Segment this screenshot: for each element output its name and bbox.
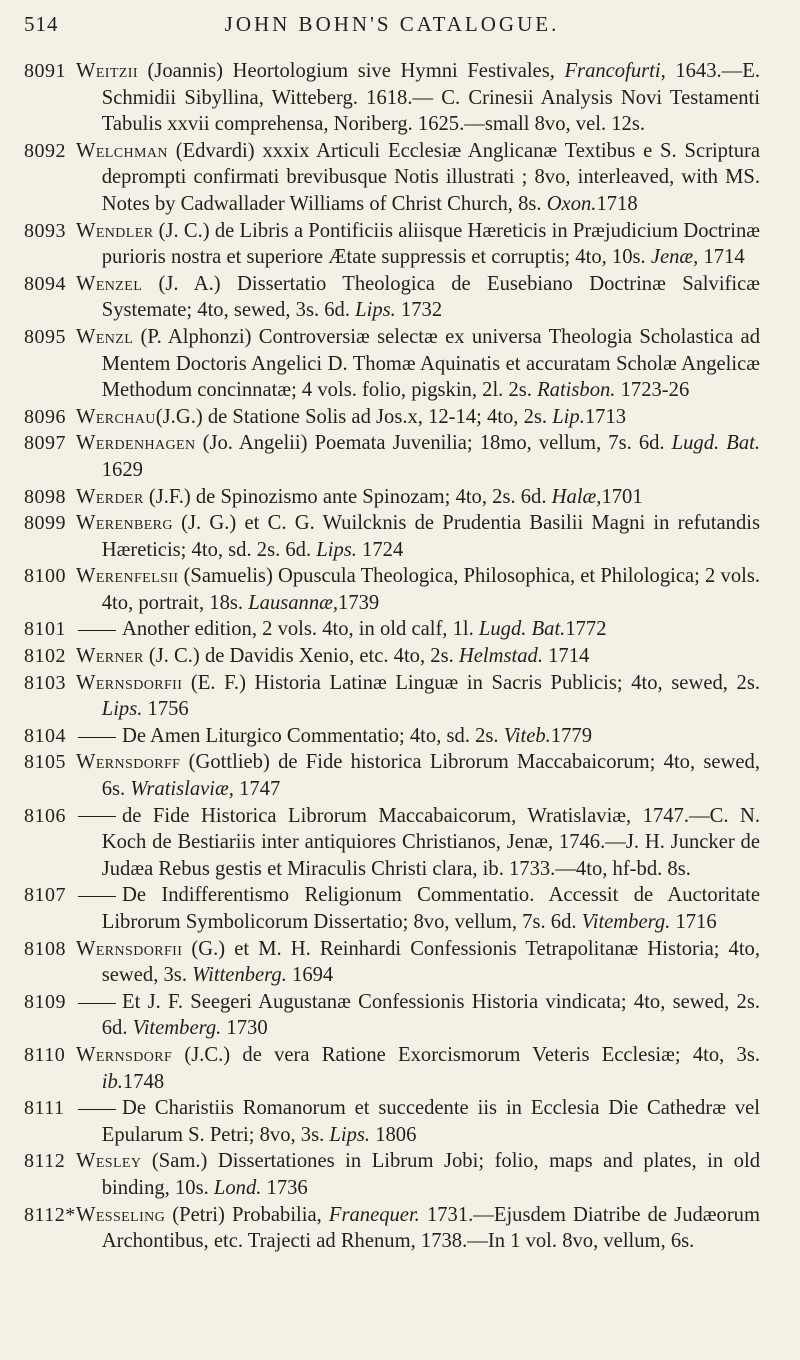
entry-author: Werder [76,485,144,508]
entry-imprint: Lips. [316,538,357,561]
entry-tail: 1730 [221,1017,268,1040]
entry-imprint: Oxon. [546,192,597,215]
entry-number: 8095 [24,325,66,348]
entry-text: (Gottlieb) de Fide historica Librorum Maccabaicorum; 4to, sewed, 6s. [101,751,760,801]
entry-description [76,404,760,431]
entry-text: Another edition, 2 vols. 4to, in old calf, 1l. [122,618,479,641]
entry-imprint: Franequer. [328,1203,420,1226]
entry-text: Et J. F. Seegeri Augustanæ Confessionis Historia vindicata; 4to, sewed, 2s. 6d. [101,990,760,1040]
entry-imprint: Lugd. Bat. [671,432,760,455]
entry-imprint: Viteb. [503,724,551,747]
entry-description [76,989,760,1042]
entry-imprint: Jenæ, [650,246,699,269]
entry-text: de Fide Historica Librorum Maccabaicorum, Wratislaviæ, 1747.—C. N. Koch de Bestiariis inter antiquiores Christianos, Jenæ, 1746.—J. H. Juncker de Judæa Rebus gestis et Miraculis Christi clara, ib. 1733.—4to, hf-bd. 8s. [101,804,760,880]
entry-tail: 1716 [670,911,717,933]
entry-tail: 1732 [395,299,443,322]
catalogue-entry [24,1148,760,1201]
entry-text: (J. C.) de Davidis Xenio, etc. 4to, 2s. [143,645,459,668]
catalogue-entry [24,1202,760,1255]
entry-number: 8102 [24,645,66,668]
catalogue-entry [24,404,760,431]
entry-description [76,1148,760,1201]
catalogue-entry [24,882,760,935]
catalogue-entry [24,803,760,883]
entry-tail: 1756 [142,698,189,721]
entry-imprint: Wittenberg. [192,964,287,987]
entry-imprint: Lips. [329,1123,371,1146]
entry-number: 8106 [24,804,66,827]
entry-tail: 1779 [550,724,592,747]
entry-description [76,670,760,723]
entry-number: 8091 [24,60,66,82]
entry-description [76,510,760,563]
entry-text: (Joannis) Heortologium sive Hymni Festivales, [137,60,565,82]
entry-tail: 1747 [233,778,281,801]
entry-description [76,643,760,670]
entry-tail: 1714 [698,246,745,269]
entry-number: 8112* [24,1203,76,1226]
entry-tail: 1629 [101,458,143,481]
entry-text: (P. Alphonzi) Controversiæ selectæ ex universa Theologia Scholastica ad Mentem Doctoris Angelici D. Thomæ Aquinatis et accuratam Scholæ Angelicæ Methodum concinnatæ; 4 vols. folio, pigskin, 2l. 2s. [101,325,760,402]
entry-imprint: Vitemberg. [581,911,671,933]
entry-text: (Sam.) Dissertationes in Librum Jobi; folio, maps and plates, in old binding, 10s. [101,1150,760,1199]
entry-description [76,218,760,271]
entry-tail: 1713 [584,405,627,428]
entry-text: De Amen Liturgico Commentatio; 4to, sd. 2s. [122,724,504,747]
entry-number: 8104 [24,724,66,747]
entry-text: De Indifferentismo Religionum Commentatio. Accessit de Auctoritate Librorum Symbolicorum Dissertatio; 8vo, vellum, 7s. 6d. [101,884,760,933]
entry-tail: 1806 [370,1123,417,1146]
entry-imprint: Lips. [355,299,396,322]
entry-number: 8101 [24,618,66,641]
catalogue-entry [24,271,760,324]
entry-text: De Charistiis Romanorum et succedente iis in Ecclesia Die Cathedræ vel Epularum S. Petri; 8vo, 3s. [101,1097,760,1146]
catalogue-entry [24,749,760,802]
entry-number: 8097 [24,432,66,455]
entry-description [76,1202,760,1255]
entry-author: Wesley [76,1150,142,1173]
entry-tail: 1723-26 [615,379,690,402]
entry-imprint: Helmstad. [458,645,543,668]
ditto-dash [78,816,116,817]
catalogue-entries [24,58,760,1255]
catalogue-entry [24,1042,760,1095]
catalogue-entry [24,563,760,616]
entry-tail: 1736 [261,1176,308,1199]
catalogue-entry [24,936,760,989]
entry-author: Wenzl [76,325,134,348]
entry-tail: 1748 [122,1070,165,1093]
running-head: JOHN BOHN'S CATALOGUE. [224,12,560,36]
ditto-dash [78,896,116,897]
entry-number: 8112 [24,1150,66,1173]
entry-author: Werenfelsii [76,565,179,588]
entry-text: (J.C.) de vera Ratione Exorcismorum Veteris Ecclesiæ; 4to, 3s. [172,1043,760,1066]
entry-description [76,749,760,802]
entry-text: (J. C.) de Libris a Pontificiis aliisque Hæreticis in Præjudicium Doctrinæ purioris nostra et superiore Ætate suppressis et corruptis; 4to, 10s. [101,219,760,269]
ditto-dash [78,630,116,631]
entry-author: Werenberg [76,512,173,535]
entry-description [76,563,760,616]
entry-number: 8110 [24,1043,66,1066]
entry-author: Weitzii [76,60,138,82]
entry-author: Werner [76,645,144,668]
ditto-dash [78,1003,116,1004]
entry-author: Wenzel [76,272,143,295]
entry-text: (G.) et M. H. Reinhardi Confessionis Tetrapolitanæ Historia; 4to, sewed, 3s. [101,937,760,987]
entry-number: 8099 [24,512,66,535]
entry-text: (J. G.) et C. G. Wuilcknis de Prudentia Basilii Magni in refutandis Hæreticis; 4to, sd. 2s. 6d. [101,512,760,561]
entry-number: 8096 [24,405,66,428]
entry-tail: 1701 [601,485,643,508]
entry-author: Wendler [76,219,154,242]
entry-description [76,430,760,483]
entry-tail: 1718 [596,192,638,215]
entry-text: (Edvardi) xxxix Articuli Ecclesiæ Anglicanæ Textibus e S. Scriptura deprompti confirmati brevibusque Notis illustrati ; 8vo, interleaved, with MS. Notes by Cadwallader Williams of Christ Church, 8s. [101,139,760,215]
catalogue-entry [24,218,760,271]
entry-author: Wernsdorff [76,751,181,774]
entry-text: (Samuelis) Opuscula Theologica, Philosophica, et Philologica; 2 vols. 4to, portrait, 18s. [101,565,760,614]
entry-tail: 1739 [338,591,380,614]
entry-number: 8109 [24,990,66,1013]
entry-description [76,1095,760,1148]
catalogue-entry [24,510,760,563]
entry-description [76,1042,760,1095]
entry-description [76,803,760,883]
page-number: 514 [24,12,59,36]
catalogue-entry [24,670,760,723]
catalogue-entry [24,643,760,670]
ditto-dash [78,1109,116,1110]
entry-imprint: Lip. [552,405,585,428]
entry-description [76,616,760,643]
catalogue-entry [24,430,760,483]
entry-description [76,723,760,750]
entry-number: 8108 [24,937,66,960]
entry-tail: 1714 [542,645,590,668]
entry-imprint: Francofurti, [564,60,666,82]
entry-imprint: Ratisbon. [537,379,616,402]
entry-number: 8100 [24,565,66,588]
catalogue-entry [24,58,760,138]
catalogue-entry [24,138,760,218]
entry-imprint: Lugd. Bat. [478,618,566,641]
entry-imprint: Lond. [213,1176,262,1199]
entry-imprint: Halæ, [551,485,602,508]
entry-author: Wesseling [76,1203,166,1226]
entry-author: Wernsdorfii [76,937,183,960]
entry-text: (Jo. Angelii) Poemata Juvenilia; 18mo, vellum, 7s. 6d. [195,432,672,455]
entry-imprint: Lausannæ, [248,591,339,614]
entry-number: 8111 [24,1097,65,1120]
entry-imprint: Wratislaviæ, [130,778,234,801]
entry-number: 8103 [24,671,66,694]
entry-tail: 1731.—Ejusdem Diatribe de Judæorum Archontibus, etc. Trajecti ad Rhenum, 1738.—In 1 vol. 8vo, vellum, 6s. [101,1203,760,1253]
entry-author: Werchau [76,405,156,428]
entry-imprint: ib. [101,1070,123,1093]
entry-text: (J.F.) de Spinozismo ante Spinozam; 4to, 2s. 6d. [143,485,552,508]
entry-imprint: Vitemberg. [132,1017,222,1040]
entry-tail: 1643.—E. Schmidii Sibyllina, Witteberg. 1618.— C. Crinesii Analysis Novi Testamenti Tabulis xxvii comprehensa, Noriberg. 1625.—small 8vo, vel. 12s. [101,60,760,136]
entry-number: 8094 [24,272,66,295]
catalogue-entry [24,723,760,750]
entry-tail: 1772 [565,618,607,641]
entry-text: (Petri) Probabilia, [165,1203,329,1226]
catalogue-entry [24,616,760,643]
entry-tail: 1694 [286,964,334,987]
entry-number: 8107 [24,884,66,907]
ditto-dash [78,737,116,738]
entry-author: Welchman [76,139,168,162]
entry-number: 8092 [24,139,66,162]
entry-description [76,58,760,138]
entry-number: 8105 [24,751,66,774]
entry-description [76,936,760,989]
catalogue-entry [24,484,760,511]
entry-tail: 1724 [356,538,404,561]
catalogue-entry [24,989,760,1042]
entry-author: Wernsdorf [76,1043,173,1066]
catalogue-entry [24,1095,760,1148]
entry-description [76,324,760,404]
entry-imprint: Lips. [101,698,143,721]
entry-number: 8093 [24,219,66,242]
entry-text: (J.G.) de Statione Solis ad Jos.x, 12-14; 4to, 2s. [155,405,553,428]
entry-description [76,138,760,218]
page-header [24,8,760,52]
entry-author: Wernsdorfii [76,671,183,694]
entry-number: 8098 [24,485,66,508]
entry-author: Werdenhagen [76,432,196,455]
entry-description [76,484,760,511]
catalogue-entry [24,324,760,404]
entry-text: (J. A.) Dissertatio Theologica de Eusebiano Doctrinæ Salvificæ Systemate; 4to, sewed, 3s. 6d. [101,272,760,322]
entry-description [76,271,760,324]
entry-text: (E. F.) Historia Latinæ Linguæ in Sacris Publicis; 4to, sewed, 2s. [182,671,760,694]
entry-description [76,882,760,935]
